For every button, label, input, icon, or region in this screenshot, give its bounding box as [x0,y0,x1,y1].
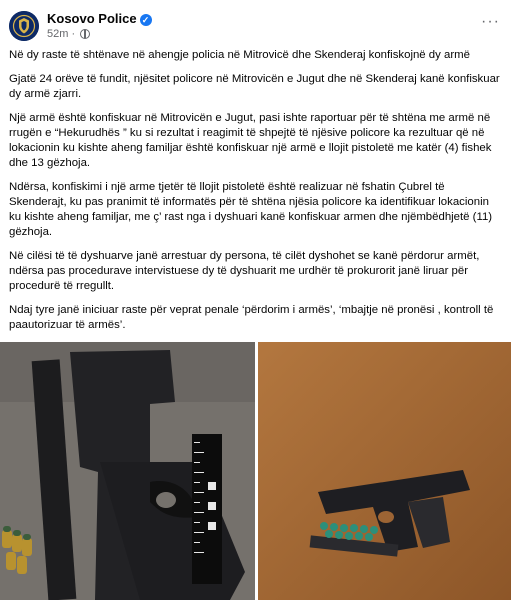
post-photos [0,342,511,600]
post-paragraph: Në cilësi të të dyshuarve janë arrestuar dy persona, të cilët dyshohet se kanë përdorur armët, ndërsa pas procedurave intervistuese dy të dyshuarit me urdhër të prokurorit janë liruar për procedurë të rregullt. [9,250,480,292]
post-paragraph: Një armë është konfiskuar në Mitrovicën e Jugut, pasi ishte raportuar për të shtëna me armë në rrugën e “Hekurudhës ” ku si rezultat i reagimit të shpejtë të njësive policore ka rezultuar që në lokacionin ku kishte aheng familjar është konfiskuar një armë e llojit pistoletë me katër (4) fishek dhe 13 gëzhoja. [9,112,492,169]
post-paragraph: Ndërsa, konfiskimi i një arme tjetër të llojit pistoletë është realizuar në fshatin Çubrel të Skenderajt, ku pas pranimit të informatës për të shtëna njësia policore ka identifikuar lokacionin ku kishte aheng familjar, me ç’ rast nga i dyshuari kanë konfiskuar armen dhe njëmbëdhjetë (11) gëzhoja. [9,181,493,238]
post-header [9,9,504,43]
verified-badge-icon: ✓ [140,14,152,26]
post-paragraph: Në dy raste të shtënave në ahengje policia në Mitrovicë dhe Skenderaj konfiskojnë dy armë [9,49,470,61]
globe-icon [80,29,90,39]
pistol-on-table-image [258,342,511,600]
post-body [9,48,503,366]
page-name-link[interactable] [47,11,152,26]
post-paragraph: Ndaj tyre janë iniciuar raste për veprat penale ‘përdorim i armës’, ‘mbajtje në pronësi , kontroll të paautorizuar të armës’. [9,304,494,331]
post-time[interactable]: 52m [47,28,69,40]
page-name[interactable]: Kosovo Police [47,11,137,26]
post-meta: 52m · [47,28,90,40]
more-options-icon[interactable]: ··· [481,13,500,30]
police-badge-icon [9,11,39,41]
page-avatar[interactable] [9,11,39,41]
pistol-closeup-image [0,342,255,600]
photo-pistol-table[interactable] [258,342,511,600]
post-paragraph: Gjatë 24 orëve të fundit, njësitet policore në Mitrovicën e Jugut dhe në Skenderaj kanë konfiskuar dy armë zjarri. [9,73,500,100]
photo-pistol-closeup[interactable] [0,342,255,600]
